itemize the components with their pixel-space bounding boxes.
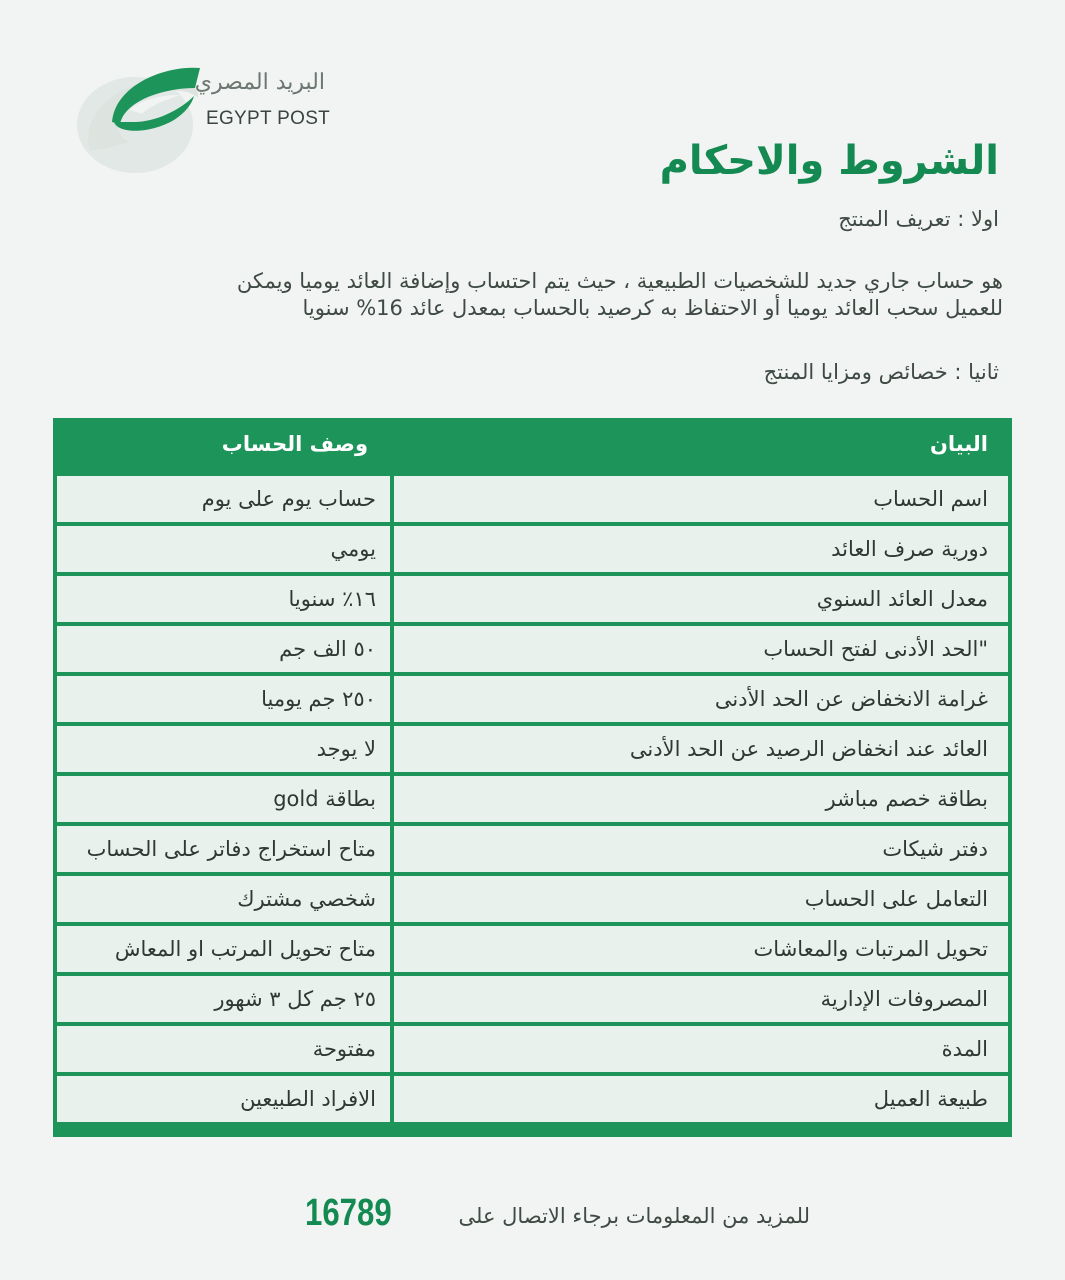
- paragraph-line-1: هو حساب جاري جديد للشخصيات الطبيعية ، حيث يتم احتساب وإضافة العائد يوميا ويمكن: [236, 269, 1003, 293]
- row-value: بطاقة gold: [57, 776, 390, 822]
- row-label: المصروفات الإدارية: [394, 976, 1008, 1022]
- table-row: [57, 1076, 1008, 1122]
- row-label: غرامة الانخفاض عن الحد الأدنى: [394, 676, 1008, 722]
- header-label-column: البيان: [929, 432, 988, 456]
- table-body: [57, 476, 1008, 1126]
- table-header: [53, 418, 1012, 476]
- row-label: التعامل على الحساب: [394, 876, 1008, 922]
- row-label: اسم الحساب: [394, 476, 1008, 522]
- contact-text: للمزيد من المعلومات برجاء الاتصال على: [458, 1204, 810, 1228]
- section-1-heading: اولا : تعريف المنتج: [838, 207, 999, 231]
- row-value: ٥٠ الف جم: [57, 626, 390, 672]
- row-label: طبيعة العميل: [394, 1076, 1008, 1122]
- product-definition-paragraph: [103, 268, 1003, 322]
- table-row: [57, 476, 1008, 522]
- row-label: معدل العائد السنوي: [394, 576, 1008, 622]
- header-value-column: وصف الحساب: [221, 432, 368, 456]
- row-value: حساب يوم على يوم: [57, 476, 390, 522]
- row-value: لا يوجد: [57, 726, 390, 772]
- row-value: مفتوحة: [57, 1026, 390, 1072]
- table-row: [57, 626, 1008, 672]
- row-value: الافراد الطبيعين: [57, 1076, 390, 1122]
- egypt-post-emblem-icon: [70, 60, 210, 180]
- table-row: [57, 1026, 1008, 1072]
- row-value: متاح تحويل المرتب او المعاش: [57, 926, 390, 972]
- row-label: المدة: [394, 1026, 1008, 1072]
- row-label: بطاقة خصم مباشر: [394, 776, 1008, 822]
- table-row: [57, 926, 1008, 972]
- row-value: ١٦٪ سنويا: [57, 576, 390, 622]
- row-label: "الحد الأدنى لفتح الحساب: [394, 626, 1008, 672]
- table-row: [57, 676, 1008, 722]
- row-value: ٢٥٠ جم يوميا: [57, 676, 390, 722]
- row-value: متاح استخراج دفاتر على الحساب: [57, 826, 390, 872]
- logo-arabic-name: البريد المصري: [194, 70, 325, 95]
- table-row: [57, 576, 1008, 622]
- page-title: الشروط والاحكام: [659, 138, 999, 184]
- table-row: [57, 726, 1008, 772]
- row-label: دورية صرف العائد: [394, 526, 1008, 572]
- row-value: شخصي مشترك: [57, 876, 390, 922]
- row-label: دفتر شيكات: [394, 826, 1008, 872]
- section-2-heading: ثانيا : خصائص ومزايا المنتج: [763, 360, 999, 384]
- paragraph-line-2: للعميل سحب العائد يوميا أو الاحتفاظ به كرصيد بالحساب بمعدل عائد 16% سنويا: [302, 296, 1003, 320]
- table-row: [57, 526, 1008, 572]
- row-label: العائد عند انخفاض الرصيد عن الحد الأدنى: [394, 726, 1008, 772]
- row-value: ٢٥ جم كل ٣ شهور: [57, 976, 390, 1022]
- table-row: [57, 976, 1008, 1022]
- contact-footer: [300, 1192, 820, 1242]
- table-row: [57, 826, 1008, 872]
- row-label: تحويل المرتبات والمعاشات: [394, 926, 1008, 972]
- egypt-post-logo: [70, 60, 350, 180]
- hotline-number[interactable]: 16789: [305, 1192, 392, 1234]
- features-table: [53, 418, 1012, 1137]
- table-row: [57, 776, 1008, 822]
- row-value: يومي: [57, 526, 390, 572]
- logo-english-name: EGYPT POST: [206, 108, 331, 129]
- table-row: [57, 876, 1008, 922]
